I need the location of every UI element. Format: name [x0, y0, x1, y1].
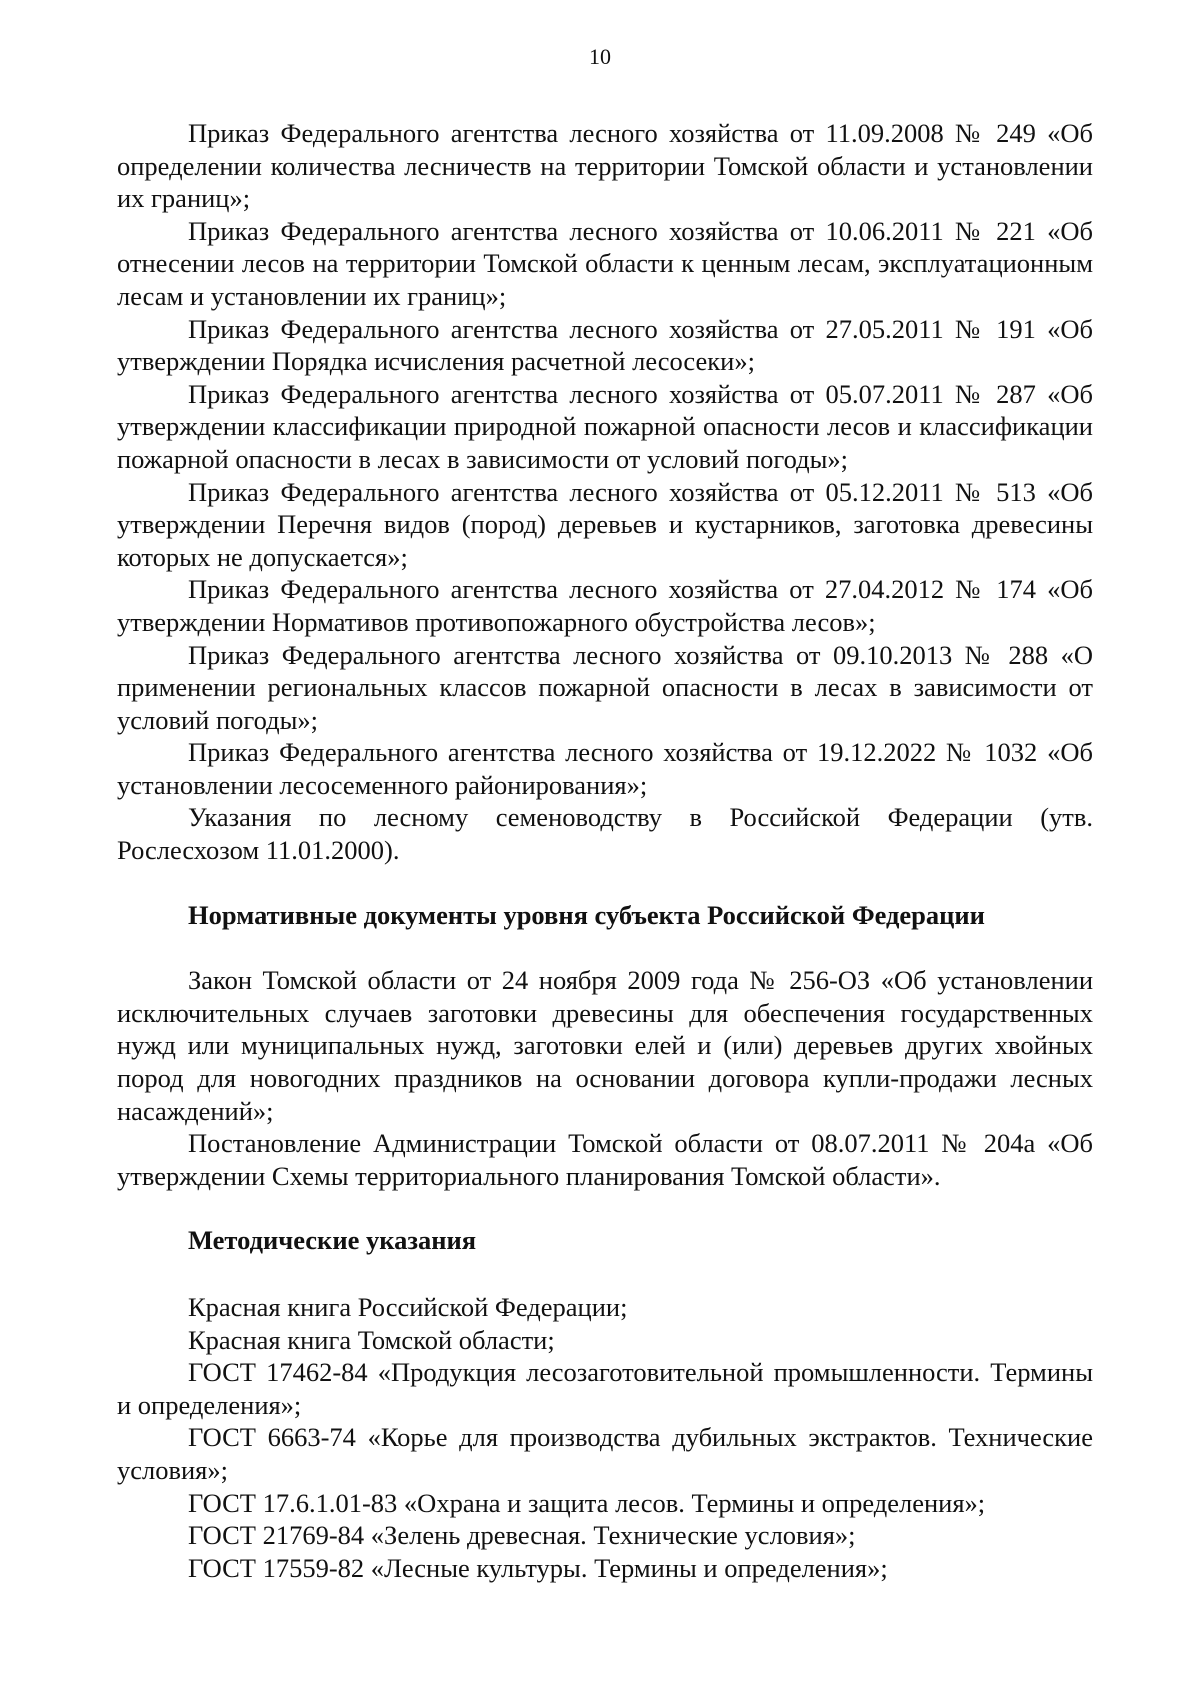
regional-item: Постановление Администрации Томской области от 08.07.2011 № 204а «Об утверждении Схемы территориального планирования Томской области».	[117, 1128, 1093, 1191]
document-body	[117, 117, 1093, 1584]
methodical-item: ГОСТ 17.6.1.01-83 «Охрана и защита лесов. Термины и определения»;	[188, 1487, 986, 1518]
federal-item: Приказ Федерального агентства лесного хозяйства от 05.07.2011 № 287 «Об утверждении классификации природной пожарной опасности лесов и классификации пожарной опасности в лесах в зависимости от условий погоды»;	[117, 378, 1093, 474]
methodical-guidelines-heading: Методические указания	[188, 1225, 477, 1256]
methodical-guidelines-list	[117, 1291, 1093, 1584]
federal-item: Указания по лесному семеноводству в Российской Федерации (утв. Рослесхозом 11.01.2000).	[117, 802, 1093, 866]
federal-item: Приказ Федерального агентства лесного хозяйства от 11.09.2008 № 249 «Об определении количества лесничеств на территории Томской области и установлении их границ»;	[117, 118, 1093, 214]
federal-item: Приказ Федерального агентства лесного хозяйства от 27.04.2012 № 174 «Об утверждении Нормативов противопожарного обустройства лесов»;	[117, 574, 1093, 637]
regional-documents-list	[117, 964, 1093, 1192]
methodical-item: Красная книга Томской области;	[188, 1324, 555, 1355]
federal-item: Приказ Федерального агентства лесного хозяйства от 19.12.2022 № 1032 «Об установлении лесосеменного районирования»;	[117, 737, 1093, 800]
methodical-item: Красная книга Российской Федерации;	[188, 1292, 628, 1322]
regional-item: Закон Томской области от 24 ноября 2009 года № 256-ОЗ «Об установлении исключительных случаев заготовки древесины для обеспечения государственных нужд или муниципальных нужд, заготовки елей и (или) деревьев других хвойных пород для новогодних праздников на основании договора купли-продажи лесных насаждений»;	[117, 965, 1093, 1126]
federal-item: Приказ Федерального агентства лесного хозяйства от 27.05.2011 № 191 «Об утверждении Порядка исчисления расчетной лесосеки»;	[117, 313, 1093, 377]
methodical-item: ГОСТ 21769-84 «Зелень древесная. Технические условия»;	[188, 1520, 856, 1551]
methodical-item: ГОСТ 6663-74 «Корье для производства дубильных экстрактов. Технические условия»;	[117, 1422, 1093, 1485]
methodical-item: ГОСТ 17559-82 «Лесные культуры. Термины и определения»;	[188, 1552, 888, 1583]
regional-documents-heading: Нормативные документы уровня субъекта Российской Федерации	[188, 899, 985, 930]
federal-item: Приказ Федерального агентства лесного хозяйства от 10.06.2011 № 221 «Об отнесении лесов на территории Томской области к ценным лесам, эксплуатационным лесам и установлении их границ»;	[117, 215, 1093, 311]
methodical-item: ГОСТ 17462-84 «Продукция лесозаготовительной промышленности. Термины и определения»;	[117, 1357, 1093, 1420]
page-number: 10	[589, 44, 611, 69]
federal-item: Приказ Федерального агентства лесного хозяйства от 09.10.2013 № 288 «О применении региональных классов пожарной опасности в лесах в зависимости от условий погоды»;	[117, 639, 1093, 735]
federal-item: Приказ Федерального агентства лесного хозяйства от 05.12.2011 № 513 «Об утверждении Перечня видов (пород) деревьев и кустарников, заготовка древесины которых не допускается»;	[117, 476, 1093, 572]
federal-documents-list	[117, 117, 1093, 867]
